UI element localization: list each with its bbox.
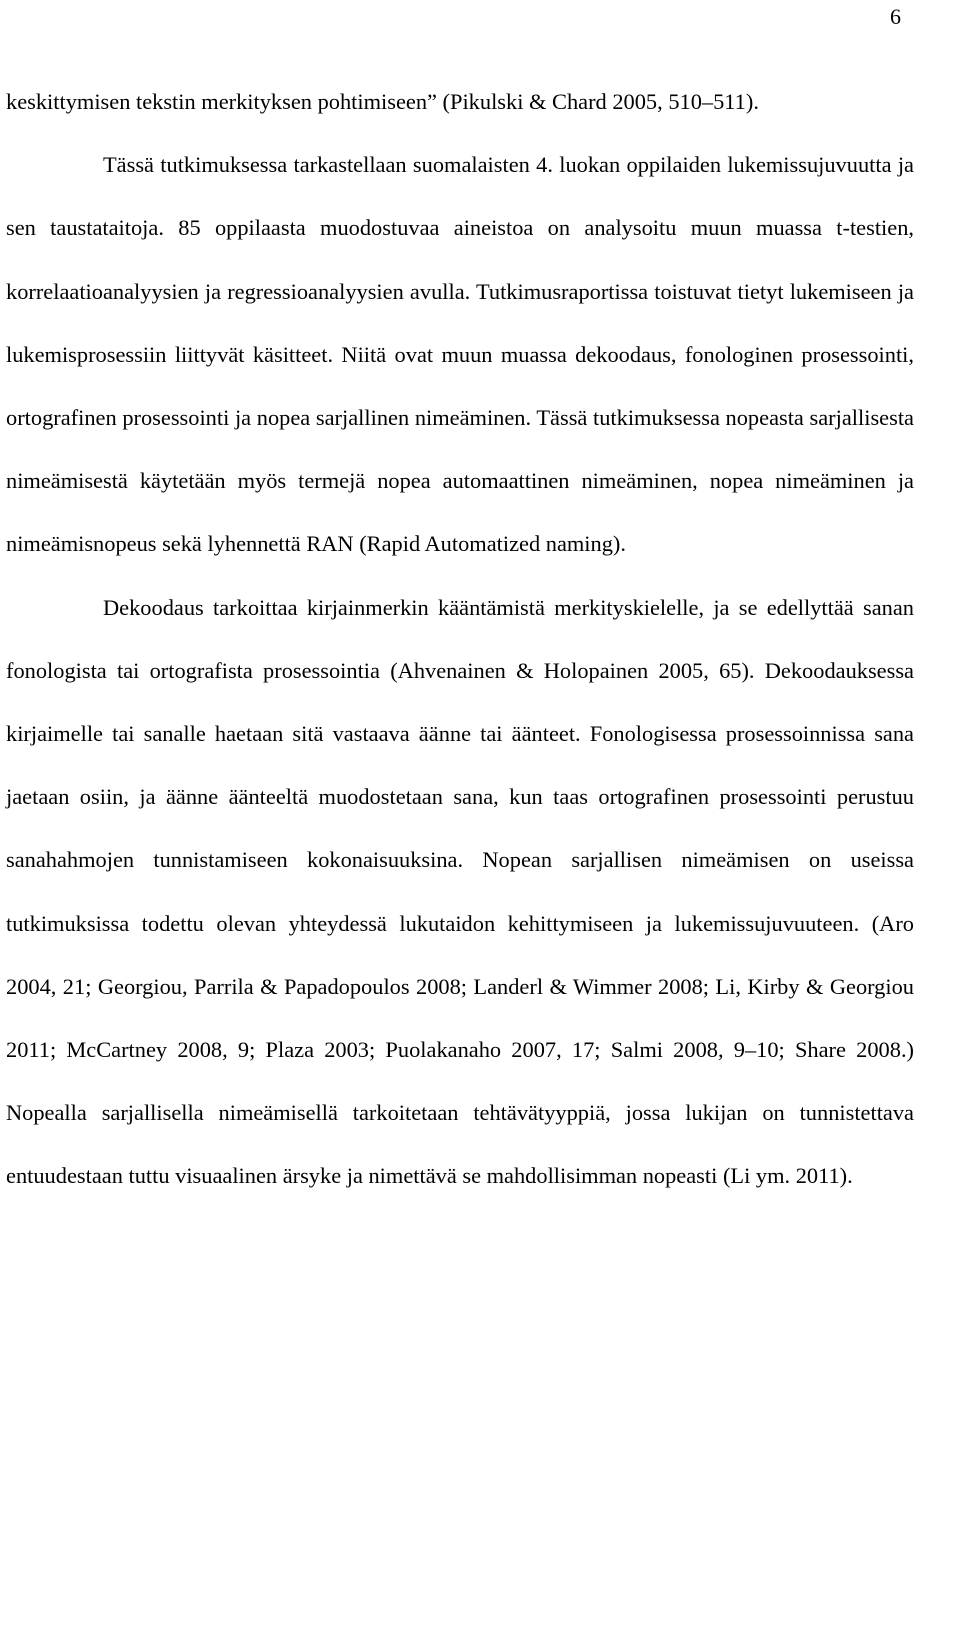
page-number: 6 bbox=[890, 4, 901, 29]
body-text bbox=[6, 70, 914, 1208]
paragraph-2: Tässä tutkimuksessa tarkastellaan suomalaisten 4. luokan oppilaiden lukemissujuvuutta ja sen taustataitoja. 85 oppilaasta muodostuvaa aineistoa on analysoitu muun muassa t-testien, korrelaatioanalyysien ja regressioanalyysien avulla. Tutkimusraportissa toistuvat tietyt lukemiseen ja lukemisprosessiin liittyvät käsitteet. Niitä ovat muun muassa dekoodaus, fonologinen prosessointi, ortografinen prosessointi ja nopea sarjallinen nimeäminen. Tässä tutkimuksessa nopeasta sarjallisesta nimeämisestä käytetään myös termejä nopea automaattinen nimeäminen, nopea nimeäminen ja nimeämisnopeus sekä lyhennettä RAN (Rapid Automatized naming). bbox=[6, 152, 914, 557]
paragraph-1: keskittymisen tekstin merkityksen pohtimiseen” (Pikulski & Chard 2005, 510–511). bbox=[6, 89, 759, 114]
paragraph-3: Dekoodaus tarkoittaa kirjainmerkin kääntämistä merkityskielelle, ja se edellyttää sanan fonologista tai ortografista prosessointia (Ahvenainen & Holopainen 2005, 65). Dekoodauksessa kirjaimelle tai sanalle haetaan sitä vastaava äänne tai äänteet. Fonologisessa prosessoinnissa sana jaetaan osiin, ja äänne äänteeltä muodostetaan sana, kun taas ortografinen prosessointi perustuu sanahahmojen tunnistamiseen kokonaisuuksina. Nopean sarjallisen nimeämisen on useissa tutkimuksissa todettu olevan yhteydessä lukutaidon kehittymiseen ja lukemissujuvuuteen. (Aro 2004, 21; Georgiou, Parrila & Papadopoulos 2008; Landerl & Wimmer 2008; Li, Kirby & Georgiou 2011; McCartney 2008, 9; Plaza 2003; Puolakanaho 2007, 17; Salmi 2008, 9–10; Share 2008.) Nopealla sarjallisella nimeämisellä tarkoitetaan tehtävätyyppiä, jossa lukijan on tunnistettava entuudestaan tuttu visuaalinen ärsyke ja nimettävä se mahdollisimman nopeasti (Li ym. 2011). bbox=[6, 594, 914, 1189]
